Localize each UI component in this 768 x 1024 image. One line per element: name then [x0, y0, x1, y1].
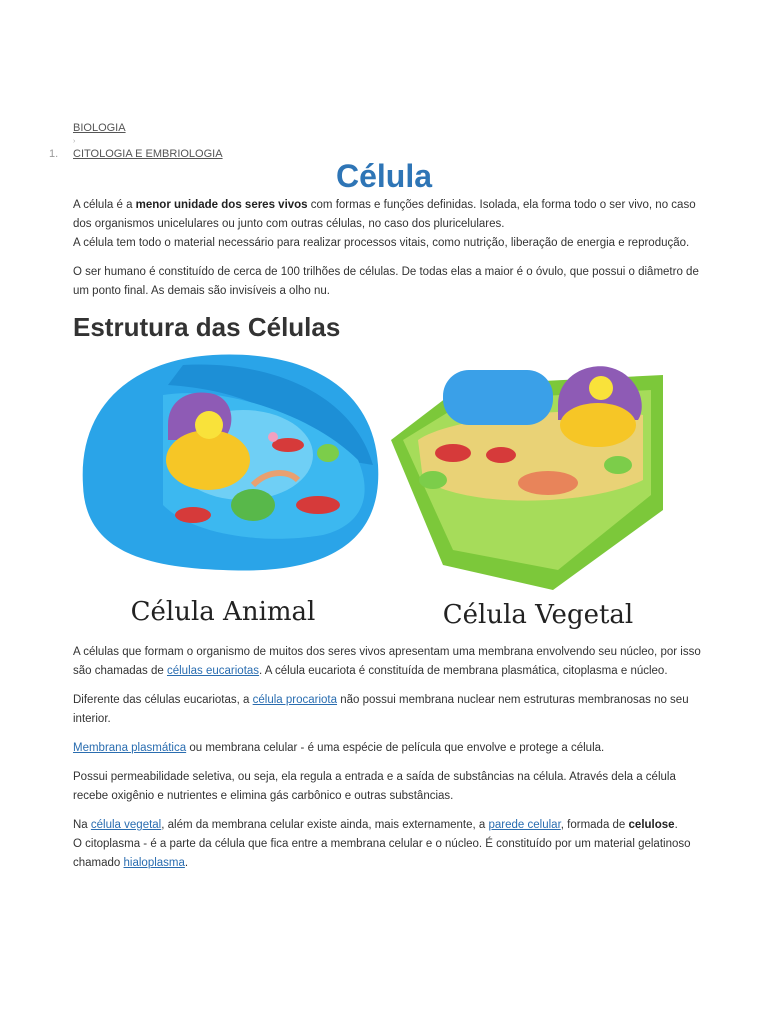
cell-figure: [73, 345, 693, 635]
membrana-plasmatica-link[interactable]: Membrana plasmática: [73, 742, 187, 754]
intro-section: [73, 196, 705, 301]
breadcrumb-citologia-link[interactable]: CITOLOGIA E EMBRIOLOGIA: [73, 148, 223, 160]
body-text: não possui membrana nuclear nem estruturas membranosas no seu interior.: [73, 694, 689, 725]
body-text: , formada de: [560, 819, 629, 831]
page-title: Célula: [335, 158, 433, 194]
body-text: O citoplasma - é a parte da célula que fica entre a membrana celular e o núcleo. É constituído por um material gelatinoso chamado: [73, 838, 691, 869]
intro-text-cont: com formas e funções definidas. Isolada, ela forma todo o ser vivo, no caso dos organismos unicelulares ou junto com outras células, no caso dos pluricelulares.: [73, 199, 696, 230]
body-section: [73, 643, 705, 873]
body-paragraph-3: [73, 739, 705, 758]
body-text: .: [674, 819, 678, 831]
body-text: .: [184, 857, 189, 869]
cell-illustration: [73, 345, 693, 635]
intro-text: A célula é a: [73, 199, 136, 211]
intro-bold-text: menor unidade dos seres vivos: [135, 199, 308, 211]
breadcrumb-biologia-link[interactable]: BIOLOGIA: [73, 122, 126, 134]
plant-cell-caption: Célula Vegetal: [442, 600, 634, 630]
body-paragraph-2: [73, 691, 705, 729]
body-paragraph-5: [73, 816, 705, 835]
celula-procariota-link[interactable]: célula procariota: [252, 694, 338, 706]
breadcrumb-separator: ›: [73, 138, 76, 145]
intro-paragraph-2: A célula tem todo o material necessário para realizar processos vitais, como nutrição, liberação de energia e reprodução.: [73, 237, 690, 249]
parede-celular-link[interactable]: parede celular: [488, 819, 561, 831]
section-heading: Estrutura das Células: [73, 312, 341, 342]
hialoplasma-link[interactable]: hialoplasma: [123, 857, 185, 869]
body-text: A células que formam o organismo de muitos dos seres vivos apresentam uma membrana envolvendo seu núcleo, por isso são chamadas de: [73, 646, 701, 677]
body-paragraph-1: [73, 643, 705, 681]
body-paragraph-4: Possui permeabilidade seletiva, ou seja, ela regula a entrada e a saída de substâncias na célula. Através dela a célula recebe oxigênio e nutrientes e elimina gás carbônico e outras substâncias.: [73, 771, 676, 802]
body-text: . A célula eucariota é constituída de membrana plasmática, citoplasma e núcleo.: [259, 665, 668, 677]
body-text: , além da membrana celular existe ainda, mais externamente, a: [161, 819, 489, 831]
celulose-bold: celulose: [628, 819, 675, 831]
animal-cell-drawing: [83, 355, 379, 571]
celulas-eucariotas-link[interactable]: células eucariotas: [166, 665, 260, 677]
body-text: Diferente das células eucariotas, a: [73, 694, 253, 706]
body-text: ou membrana celular - é uma espécie de película que envolve e protege a célula.: [186, 742, 605, 754]
animal-cell-caption: Célula Animal: [130, 597, 316, 627]
body-paragraph-6: [73, 835, 705, 873]
breadcrumb-number: 1.: [49, 148, 59, 160]
intro-paragraph-3: O ser humano é constituído de cerca de 100 trilhões de células. De todas elas a maior é o óvulo, que possui o diâmetro de um ponto final. As demais são invisíveis a olho nu.: [73, 266, 699, 297]
intro-paragraph-1: [73, 196, 705, 234]
plant-cell-drawing: [391, 366, 663, 590]
body-text: Na: [73, 819, 91, 831]
celula-vegetal-link[interactable]: célula vegetal: [90, 819, 162, 831]
